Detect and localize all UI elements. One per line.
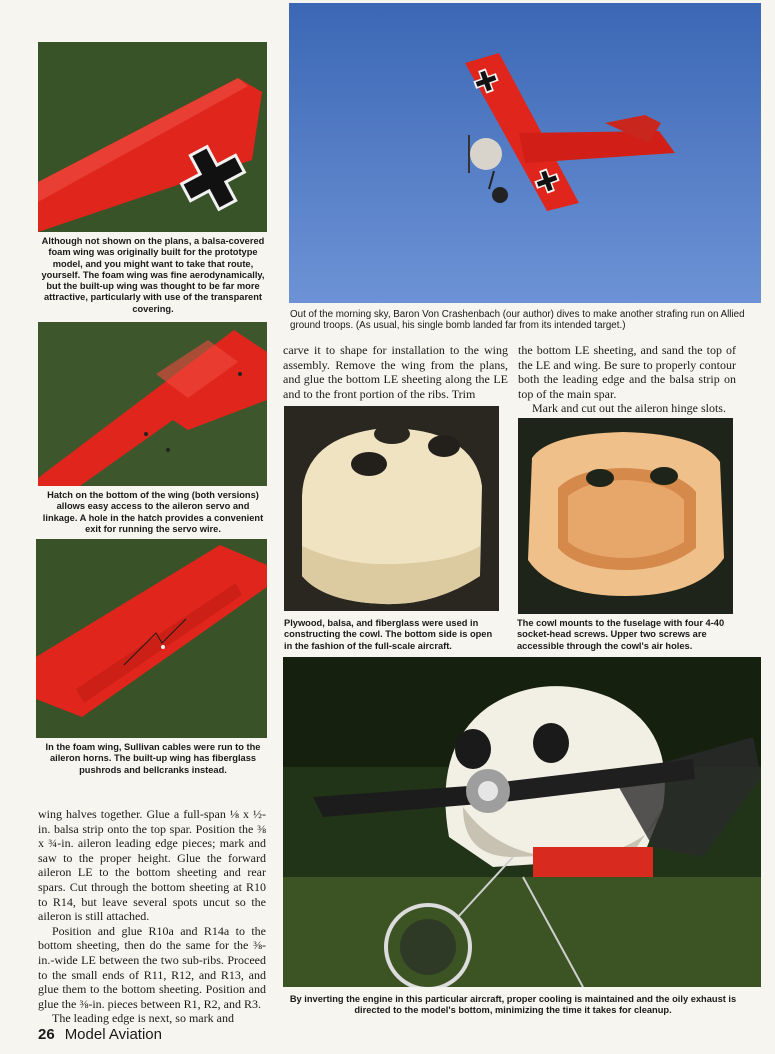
caption-cowl-materials: Plywood, balsa, and fiberglass were used in constructing the cowl. The bottom side is open in the fashion of the full-scale aircraft. <box>284 618 493 651</box>
photo-wing-hatch <box>38 322 267 486</box>
caption-foam-wing: Although not shown on the plans, a balsa-covered foam wing was originally built for the prototype model, and you might want to take that route, yourself. The foam wing was fine aerodynamically, but the built-up wing was thought to be far more attractive, particularly with use of the transparent covering. <box>41 236 265 314</box>
caption-inverted-engine: By inverting the engine in this particular aircraft, proper cooling is maintained and the oily exhaust is directed to the model's bottom, minimizing the time it takes for cleanup. <box>289 994 737 1016</box>
caption-sky-flight: Out of the morning sky, Baron Von Crashenbach (our author) dives to make another strafing run on Allied ground troops. (As usual, his single bomb landed far from its intended target.) <box>290 309 745 332</box>
photo-cowl-inside <box>518 418 733 614</box>
body-paragraph: wing halves together. Glue a full-span ⅛ x ½-in. balsa strip onto the top spar. Position the ⅜ x ¾-in. aileron leading edge pieces; mark and saw to the proper height. Glue the forward aileron LE to the bottom sheeting and rear spars. Cut through the bottom sheeting at R10 to R14, but leave several spots uncut so the aileron is still attached. <box>38 807 266 924</box>
photo-sky-flight <box>289 3 761 303</box>
body-paragraph: The leading edge is next, so mark and <box>52 1011 234 1026</box>
photo-cowl-outside <box>284 406 499 611</box>
page-footer <box>38 1026 162 1043</box>
magazine-name: Model Aviation <box>64 1026 162 1043</box>
caption-cowl-mount: The cowl mounts to the fuselage with four 4-40 socket-head screws. Upper two screws are accessible through the cowl's air holes. <box>517 618 725 651</box>
body-text-middle-column <box>283 343 508 401</box>
body-paragraph: carve it to shape for installation to the wing assembly. Remove the wing from the plans, and glue the bottom LE sheeting along the LE and to the front portion of the ribs. Trim <box>283 343 508 401</box>
photo-foam-wing <box>38 42 267 232</box>
body-text-left-column <box>38 807 266 1026</box>
body-paragraph: Mark and cut out the aileron hinge slots. <box>532 401 726 416</box>
page-number: 26 <box>38 1026 55 1043</box>
caption-sullivan-cables: In the foam wing, Sullivan cables were run to the aileron horns. The built-up wing has fiberglass pushrods and bellcranks instead. <box>45 742 261 775</box>
photo-inverted-engine <box>283 657 761 987</box>
body-text-right-column <box>518 343 736 416</box>
photo-foam-wing-cables <box>36 539 267 738</box>
body-paragraph: Position and glue R10a and R14a to the bottom sheeting, then do the same for the ⅜-in.-wide LE between the two sub-ribs. Proceed to the small ends of R11, R12, and R13, and glue them to the bottom sheeting. Position and glue the ⅜-in. pieces between R1, R2, and R3. <box>38 923 266 1011</box>
body-paragraph: the bottom LE sheeting, and sand the top of the LE and wing. Be sure to properly contour both the leading edge and the balsa strip on top of the main spar. <box>518 343 736 401</box>
caption-wing-hatch: Hatch on the bottom of the wing (both versions) allows easy access to the aileron servo and linkage. A hole in the hatch provides a convenient exit for running the servo wire. <box>42 490 264 534</box>
